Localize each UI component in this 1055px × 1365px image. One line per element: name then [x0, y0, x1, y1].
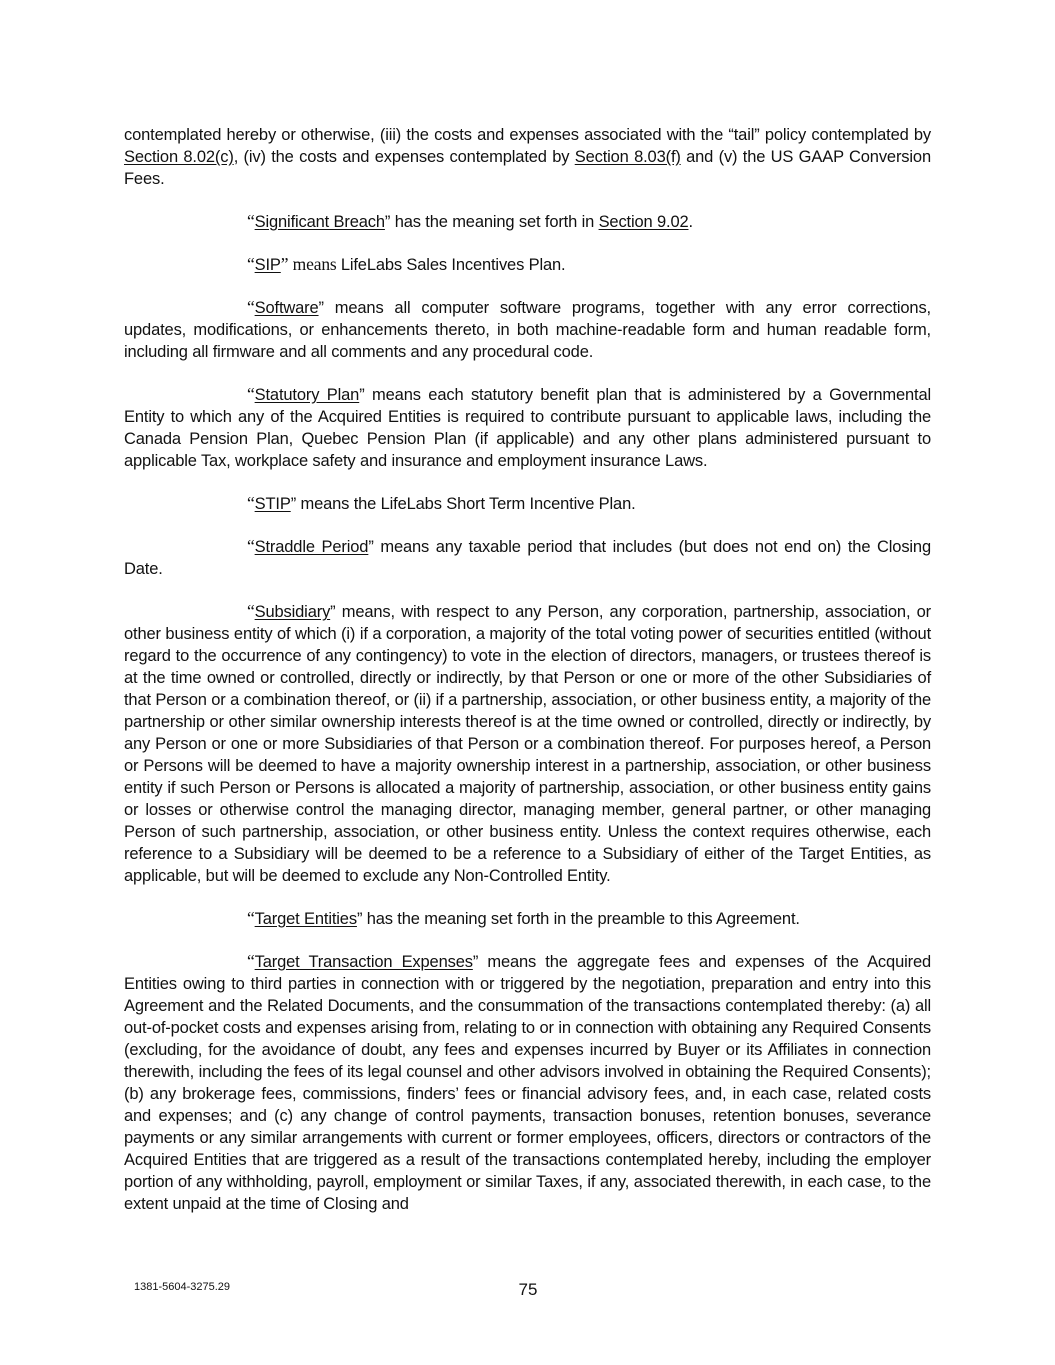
document-body	[124, 124, 931, 1215]
paragraph-continuation: contemplated hereby or otherwise, (iii) the costs and expenses associated with the “tail” policy contemplated by Section 8.02(c), (iv) the costs and expenses contemplated by Section 8.03(f) and (v) the US GAAP Conversion Fees.	[124, 126, 931, 188]
definition-straddle-period: “Straddle Period” means any taxable period that includes (but does not end on) the Closing Date.	[124, 536, 931, 578]
defined-term: Target Entities	[254, 910, 357, 928]
definition-sip: “SIP” means LifeLabs Sales Incentives Plan.	[247, 254, 566, 274]
definition-stip: “STIP” means the LifeLabs Short Term Incentive Plan.	[247, 493, 636, 513]
definition-software: “Software” means all computer software programs, together with any error corrections, updates, modifications, or enhancements thereto, in both machine-readable form and human readable form, including all firmware and all comments and any procedural code.	[124, 297, 931, 361]
definition-significant-breach: “Significant Breach” has the meaning set forth in Section 9.02.	[247, 211, 693, 231]
defined-term: Software	[254, 299, 319, 317]
defined-term: Statutory Plan	[254, 386, 360, 404]
defined-term: Subsidiary	[254, 603, 331, 621]
footer-page-number: 75	[518, 1280, 538, 1299]
defined-term: Target Transaction Expenses	[254, 953, 473, 971]
section-ref-9-02: Section 9.02	[598, 213, 689, 231]
defined-term: STIP	[254, 495, 291, 513]
section-ref-8-02c: Section 8.02(c)	[124, 148, 234, 166]
definition-subsidiary: “Subsidiary” means, with respect to any Person, any corporation, partnership, association, or other business entity of which (i) if a corporation, a majority of the total voting power of securities entitled (without regard to the occurrence of any contingency) to vote in the election of directors, managers, or trustees thereof is at the time owned or controlled, directly or indirectly, by that Person or one or more of the other Subsidiaries of that Person or a combination thereof, or (ii) if a partnership, association, or other business entity, a majority of the partnership or other similar ownership interests thereof is at the time owned or controlled, directly or indirectly, by any Person or one or more Subsidiaries of that Person or a combination thereof. For purposes hereof, a Person or Persons will be deemed to have a majority ownership interest in a partnership, association, or other business entity if such Person or Persons is allocated a majority of partnership, association, or other business entity gains or losses or otherwise control the managing director, managing member, general partner, or other managing Person of such partnership, association, or other business entity. Unless the context requires otherwise, each reference to a Subsidiary will be deemed to be a reference to a Subsidiary of either of the Target Entities, as applicable, but will be deemed to exclude any Non-Controlled Entity.	[124, 601, 931, 885]
defined-term: SIP	[254, 256, 281, 274]
defined-term: Straddle Period	[254, 538, 369, 556]
definition-statutory-plan: “Statutory Plan” means each statutory benefit plan that is administered by a Governmental Entity to which any of the Acquired Entities is required to contribute pursuant to applicable laws, including the Canada Pension Plan, Quebec Pension Plan (if applicable) and any other plans administered pursuant to applicable Tax, workplace safety and insurance and employment insurance Laws.	[124, 384, 931, 470]
footer-document-id: 1381-5604-3275.29	[134, 1281, 231, 1293]
section-ref-8-03f: Section 8.03(f)	[574, 148, 681, 166]
definition-target-entities: “Target Entities” has the meaning set forth in the preamble to this Agreement.	[247, 908, 800, 928]
definition-target-transaction-expenses: “Target Transaction Expenses” means the aggregate fees and expenses of the Acquired Entities owing to third parties in connection with or triggered by the negotiation, preparation and entry into this Agreement and the Related Documents, and the consummation of the transactions contemplated thereby: (a) all out-of-pocket costs and expenses arising from, relating to or in connection with obtaining any Required Consents (excluding, for the avoidance of doubt, any fees and expenses incurred by Buyer or its Affiliates in connection therewith, including the fees of its legal counsel and other advisors involved in obtaining the Required Consents); (b) any brokerage fees, commissions, finders’ fees or financial advisory fees, and, in each case, related costs and expenses; and (c) any change of control payments, transaction bonuses, retention bonuses, severance payments or any similar arrangements with current or former employees, officers, directors or contractors of the Acquired Entities that are triggered as a result of the transactions contemplated hereby, including the employer portion of any withholding, payroll, employment or similar Taxes, if any, associated therewith, in each case, to the extent unpaid at the time of Closing and	[124, 951, 932, 1213]
defined-term: Significant Breach	[254, 213, 385, 231]
